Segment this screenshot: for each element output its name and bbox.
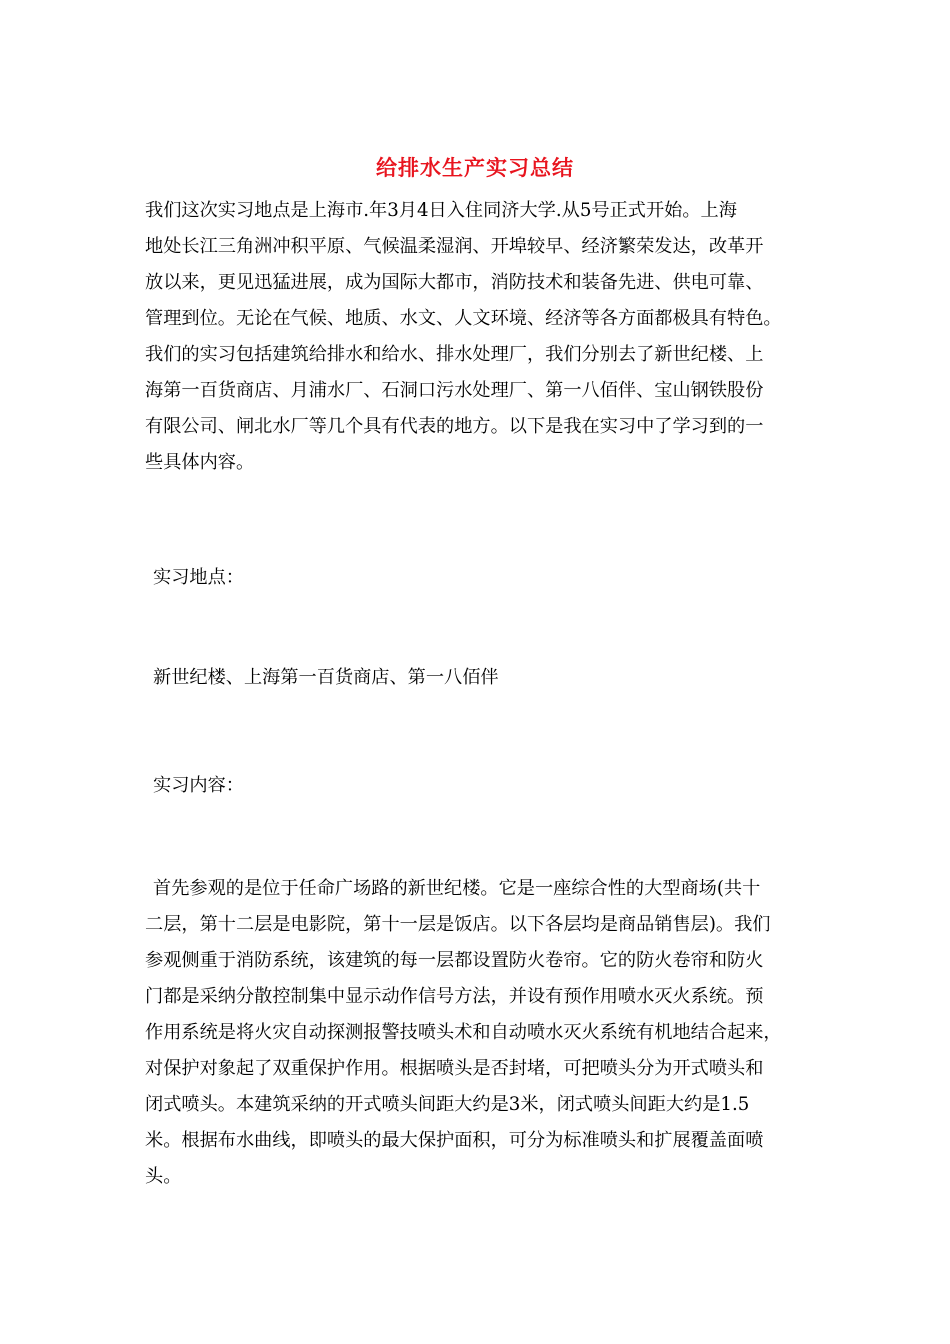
intro-line: 我们的实习包括建筑给排水和给水、排水处理厂，我们分别去了新世纪楼、上 [145, 344, 764, 365]
content-line: 对保护对象起了双重保护作用。根据喷头是否封堵，可把喷头分为开式喷头和 [145, 1058, 764, 1079]
content-line: 米。根据布水曲线，即喷头的最大保护面积，可分为标准喷头和扩展覆盖面喷 [145, 1130, 764, 1151]
intro-line: 放以来，更见迅猛进展，成为国际大都市，消防技术和装备先进、供电可靠、 [145, 272, 764, 293]
content-line: 二层，第十二层是电影院，第十一层是饭店。以下各层均是商品销售层)。我们 [145, 914, 771, 935]
content-line: 头。 [145, 1166, 182, 1187]
location-text: 新世纪楼、上海第一百货商店、第一八佰伴 [153, 667, 499, 688]
content-line: 门都是采纳分散控制集中显示动作信号方法，并设有预作用喷水灭火系统。预 [145, 986, 764, 1007]
content-line: 首先参观的是位于任命广场路的新世纪楼。它是一座综合性的大型商场(共十 [153, 878, 761, 899]
content-heading: 实习内容： [153, 775, 244, 796]
intro-line: 我们这次实习地点是上海市.年3月4日入住同济大学.从5号正式开始。上海 [145, 200, 737, 221]
content-line: 作用系统是将火灾自动探测报警技喷头术和自动喷水灭火系统有机地结合起来， [145, 1022, 782, 1043]
intro-line: 些具体内容。 [145, 452, 255, 473]
document-title: 给排水生产实习总结 [376, 155, 574, 180]
intro-line: 海第一百货商店、月浦水厂、石洞口污水处理厂、第一八佰伴、宝山钢铁股份 [145, 380, 764, 401]
location-heading: 实习地点： [153, 567, 244, 588]
intro-line: 地处长江三角洲冲积平原、气候温柔湿润、开埠较早、经济繁荣发达，改革开 [145, 236, 764, 257]
intro-line: 有限公司、闸北水厂等几个具有代表的地方。以下是我在实习中了学习到的一 [145, 416, 764, 437]
content-line: 闭式喷头。本建筑采纳的开式喷头间距大约是3米，闭式喷头间距大约是1.5 [145, 1094, 750, 1115]
content-line: 参观侧重于消防系统，该建筑的每一层都设置防火卷帘。它的防火卷帘和防火 [145, 950, 764, 971]
intro-line: 管理到位。无论在气候、地质、水文、人文环境、经济等各方面都极具有特色。 [145, 308, 782, 329]
